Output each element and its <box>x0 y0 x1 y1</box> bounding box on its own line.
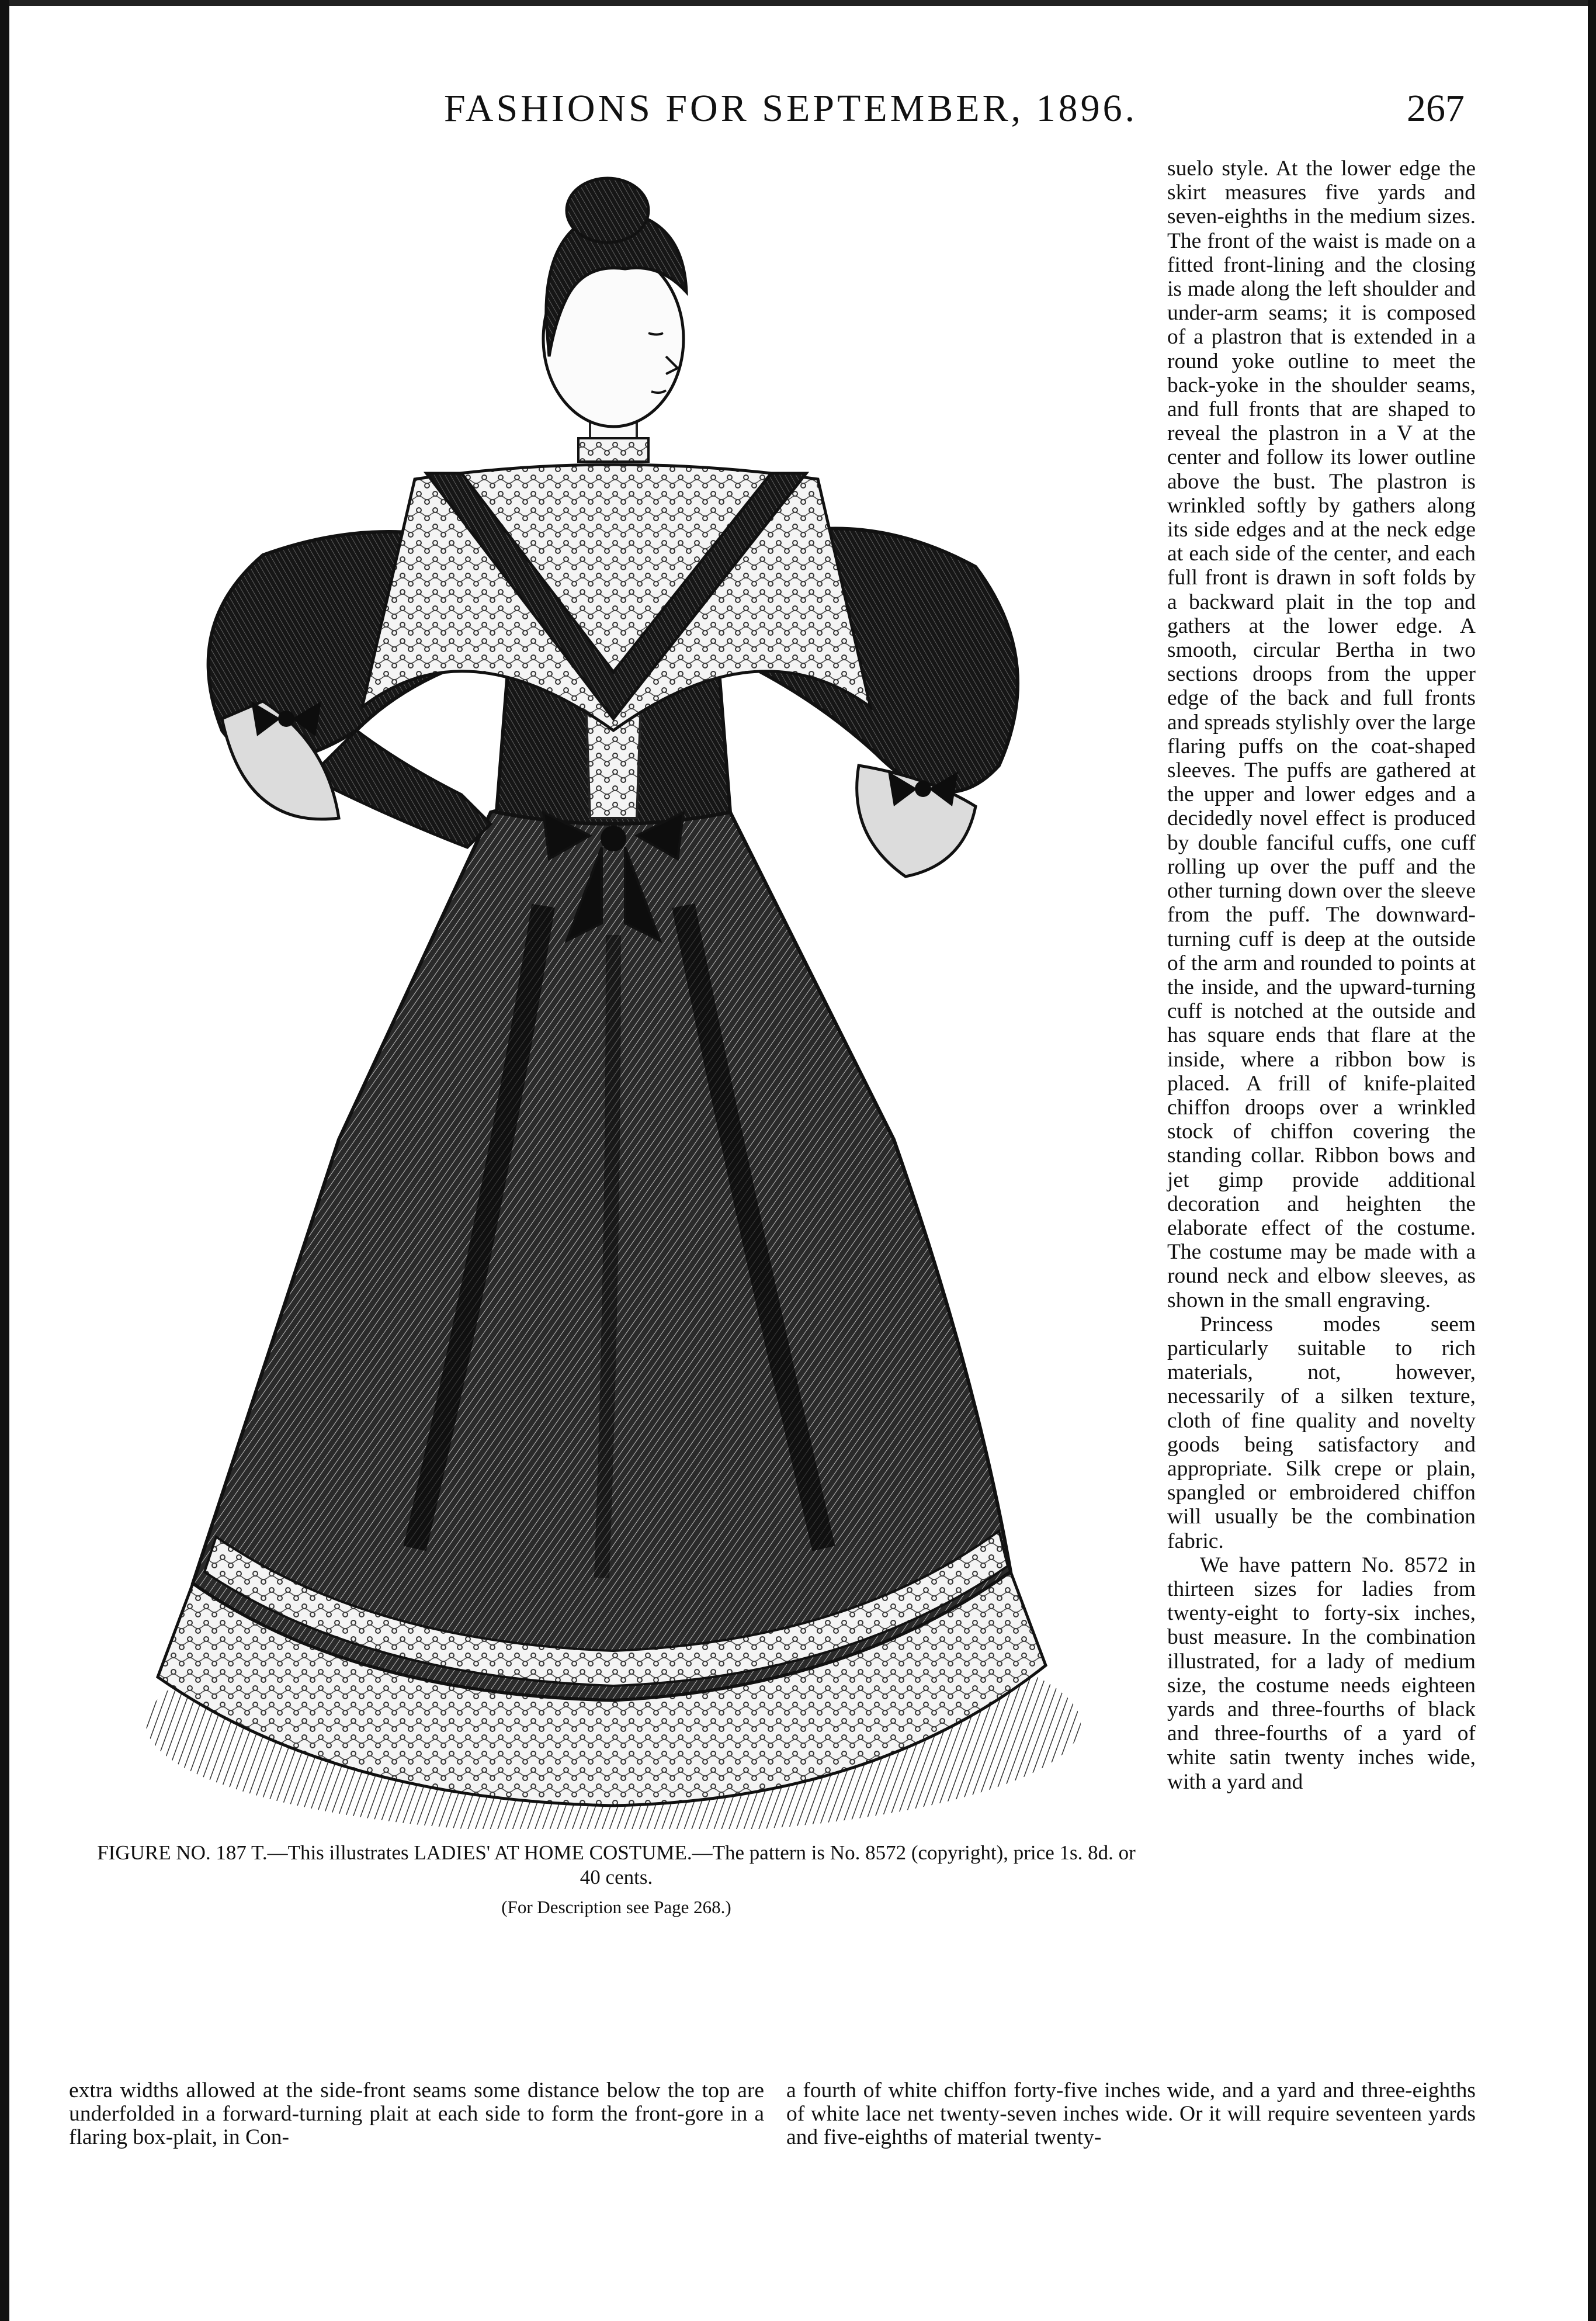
page-number: 267 <box>1407 87 1465 130</box>
right-column-paragraph: We have pattern No. 8572 in thirteen sizes for ladies from twenty-eight to forty-six inches, bust measure. In the combination illustrated, for a lady of medium size, the costume needs eighteen yards and three-fourths of black and three-fourths of a yard of white satin twenty inches wide, with a yard and <box>1167 1553 1476 1794</box>
fashion-illustration <box>88 146 1139 1829</box>
figure-reference: (For Description see Page 268.) <box>501 1897 731 1917</box>
right-column-paragraph: Princess modes seem particularly suitable to rich materials, not, however, necessarily of a silken texture, cloth of fine quality and novelty goods being satisfactory and appropriate. Silk crepe or plain, spangled or embroidered chiffon will usually be the combination fabric. <box>1167 1312 1476 1553</box>
stock-collar <box>578 438 648 462</box>
scan-edge-top <box>0 0 1596 6</box>
bottom-left-text: extra widths allowed at the side-front seams some distance below the top are underfolded in a forward-turning plait at each side to form the front-gore in a flaring box-plait, in Con- <box>69 2078 764 2149</box>
right-column-paragraph: suelo style. At the lower edge the skirt measures five yards and seven-eighths in the medium sizes. The front of the waist is made on a fitted front-lining and the closing is made along the left shoulder and under-arm seams; it is composed of a plastron that is extended in a round yoke outline to meet the back-yoke in the shoulder seams, and full fronts that are shaped to reveal the plastron in a V at the center and follow its lower outline above the bust. The plastron is wrinkled softly by gathers along its side edges and at the neck edge at each side of the center, and each full front is drawn in soft folds by a backward plait in the top and gathers at the lower edge. A smooth, circular Bertha in two sections droops from the upper edge of the back and full fronts and spreads stylishly over the large flaring puffs on the coat-shaped sleeves. The puffs are gathered at the upper and lower edges and a decidedly novel effect is produced by double fanciful cuffs, one cuff rolling up over the puff and the other turning down over the sleeve from the puff. The downward-turning cuff is deep at the outside of the arm and rounded to points at the inside, and the upward-turning cuff is notched at the outside and has square ends that flare at the inside, where a ribbon bow is placed. A frill of knife-plaited chiffon droops over a wrinkled stock of chiffon covering the standing collar. Ribbon bows and jet gimp provide additional decoration and heighten the elaborate effect of the costume. The costume may be made with a round neck and elbow sleeves, as shown in the small engraving. <box>1167 157 1476 1312</box>
hair-bun <box>567 178 648 243</box>
bottom-right-text: a fourth of white chiffon forty-five inches wide, and a yard and three-eighths of white lace net twenty-seven inches wide. Or it will require seventeen yards and five-eighths of material twenty- <box>786 2078 1476 2149</box>
left-lower-sleeve <box>310 730 491 847</box>
figure-caption: FIGURE NO. 187 T.—This illustrates LADIES' AT HOME COSTUME.—The pattern is No. 8572 (copyright), price 1s. 8d. or 40 cents. <box>97 1841 1136 1889</box>
right-text-column <box>1167 157 1476 1794</box>
running-header: FASHIONS FOR SEPTEMBER, 1896. <box>444 87 1138 130</box>
scan-edge-left <box>0 0 9 2321</box>
scan-edge-right <box>1588 0 1596 2321</box>
